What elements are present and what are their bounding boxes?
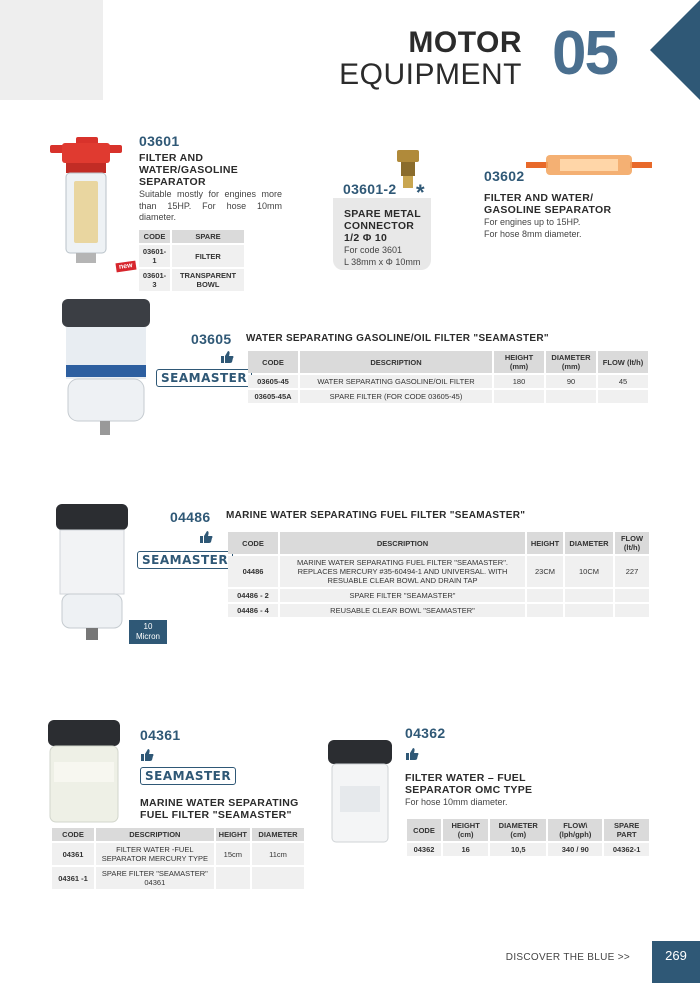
product-code-04361: 04361 <box>140 727 181 743</box>
thumbs-up-icon <box>220 350 234 364</box>
corner-tab <box>0 0 103 100</box>
product-code-04486: 04486 <box>170 509 211 525</box>
table-row: 03605-45A SPARE FILTER (FOR CODE 03605-45) <box>248 390 648 403</box>
star-icon: * <box>416 180 425 205</box>
table-row: 03601-3 TRANSPARENT BOWL <box>139 269 244 291</box>
seamaster-logo: SEAMASTER <box>137 551 233 569</box>
product-code-03602: 03602 <box>484 168 525 184</box>
product-title-04361: MARINE WATER SEPARATING FUEL FILTER "SEAMASTER" <box>140 797 299 821</box>
spec-table-04486: CODE DESCRIPTION HEIGHT DIAMETER FLOW (lt/h) 04486 MARINE WATER SEPARATING FUEL FILTER "SEAMASTER". REPLACES MERCURY #35-60494-1 AND UNIVERSAL. WITH RESUABLE CLEAR BOWL AND DRAIN TAP 23CM 10CM 227 04486 - 2 SPARE FILTER "SEAMASTER" 04486 - 4 REUSABLE CLEAR BOWL "SEAMASTER" <box>226 530 651 619</box>
filter-03601-image <box>48 133 123 271</box>
page-number: 269 <box>652 941 700 983</box>
spec-table-04361: CODE DESCRIPTION HEIGHT DIAMETER 04361 FILTER WATER -FUEL SEPARATOR MERCURY TYPE 15cm 11cm 04361 -1 SPARE FILTER "SEAMASTER" 04361 <box>50 826 306 891</box>
product-title-03605: WATER SEPARATING GASOLINE/OIL FILTER "SEAMASTER" <box>246 333 549 344</box>
spec-table-04362: CODE HEIGHT (cm) DIAMETER (cm) FLOW\ (lph/gph) SPARE PART 04362 16 10,5 340 / 90 04362-1 <box>405 817 651 858</box>
seamaster-logo: SEAMASTER <box>140 767 236 785</box>
filter-03605-image <box>58 293 153 438</box>
product-desc-04362: For hose 10mm diameter. <box>405 797 508 807</box>
chapter-tab-triangle <box>650 0 700 100</box>
product-title-03601-2: SPARE METAL CONNECTOR 1/2 Φ 10 <box>344 208 421 244</box>
product-code-04362: 04362 <box>405 725 446 741</box>
thumbs-up-icon <box>199 530 213 544</box>
product-title-04362: FILTER WATER – FUEL SEPARATOR OMC TYPE <box>405 772 533 796</box>
spec-table-03601: CODE SPARE 03601-1 FILTER 03601-3 TRANSPARENT BOWL <box>137 228 246 293</box>
filter-04362-image <box>322 736 398 846</box>
product-code-03601: 03601 <box>139 133 180 149</box>
product-desc-03602: For engines up to 15HP. For hose 8mm diameter. <box>484 217 582 239</box>
thumbs-up-icon <box>140 748 154 762</box>
table-row: 04361 FILTER WATER -FUEL SEPARATOR MERCURY TYPE 15cm 11cm <box>52 843 304 865</box>
thumbs-up-icon <box>405 747 419 761</box>
table-row: 03605-45 WATER SEPARATING GASOLINE/OIL FILTER 180 90 45 <box>248 375 648 388</box>
table-row: 04362 16 10,5 340 / 90 04362-1 <box>407 843 649 856</box>
table-row: 04486 - 4 REUSABLE CLEAR BOWL "SEAMASTER" <box>228 604 649 617</box>
table-row: 04486 - 2 SPARE FILTER "SEAMASTER" <box>228 589 649 602</box>
micron-badge: 10 Micron <box>129 620 167 644</box>
table-row: 04486 MARINE WATER SEPARATING FUEL FILTER "SEAMASTER". REPLACES MERCURY #35-60494-1 AND UNIVERSAL. WITH RESUABLE CLEAR BOWL AND DRAIN TAP 23CM 10CM 227 <box>228 556 649 587</box>
filter-04361-image <box>40 716 128 826</box>
section-title-line1: MOTOR <box>408 26 522 59</box>
product-code-03601-2: 03601-2 <box>343 181 397 197</box>
product-title-03602: FILTER AND WATER/ GASOLINE SEPARATOR <box>484 192 612 216</box>
filter-03602-image <box>526 150 652 180</box>
product-title-03601: FILTER AND WATER/GASOLINE SEPARATOR <box>139 152 239 188</box>
product-code-03605: 03605 <box>191 331 232 347</box>
filter-04486-image <box>52 498 132 643</box>
product-title-04486: MARINE WATER SEPARATING FUEL FILTER "SEAMASTER" <box>226 510 526 521</box>
section-title-line2: EQUIPMENT <box>339 58 522 91</box>
table-row: 03601-1 FILTER <box>139 245 244 267</box>
product-desc-03601: Suitable mostly for engines more than 15HP. For hose 10mm diameter. <box>139 189 282 222</box>
footer-tagline: DISCOVER THE BLUE >> <box>505 952 630 963</box>
table-row: 04361 -1 SPARE FILTER "SEAMASTER" 04361 <box>52 867 304 889</box>
new-badge: new <box>115 261 136 273</box>
chapter-number: 05 <box>552 19 617 88</box>
product-desc-03601-2: For code 3601 L 38mm x Φ 10mm <box>344 245 421 267</box>
spec-table-03605: CODE DESCRIPTION HEIGHT (mm) DIAMETER (mm) FLOW (lt/h) 03605-45 WATER SEPARATING GASOLINE/OIL FILTER 180 90 45 03605-45A SPARE FILTER (FOR CODE 03605-45) <box>246 349 650 405</box>
seamaster-logo: SEAMASTER <box>156 369 252 387</box>
